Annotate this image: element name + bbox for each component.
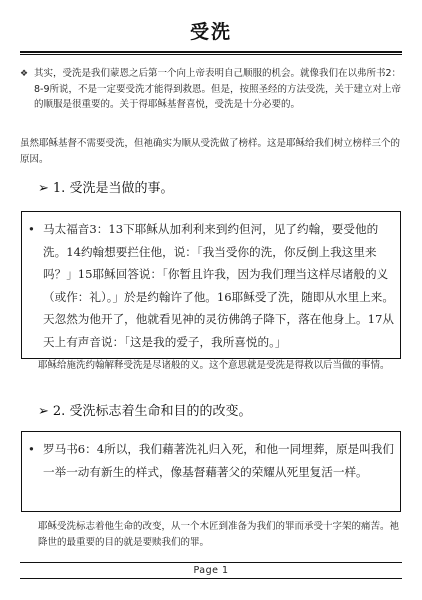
footer-rule-bottom <box>20 578 402 579</box>
section-1-heading <box>38 180 173 198</box>
title-rule <box>20 51 402 53</box>
section-2-heading <box>38 403 251 421</box>
scripture-2-text: 罗马书6：4所以，我们藉著洗礼归入死，和他一同埋葬，原是叫我们一举一动有新生的样式，像基督藉著父的荣耀从死里复活一样。 <box>43 442 394 479</box>
page-title: 受洗 <box>189 21 232 43</box>
section-2-explanation: 耶稣受洗标志着他生命的改变，从一个木匠到准备为我们的罪而承受十字架的痛苦。祂降世的最重要的目的就是要赎我们的罪。 <box>38 521 400 548</box>
bullet-dot-icon: • <box>28 222 35 236</box>
section-1-heading-text: 1. 受洗是当做的事。 <box>52 181 174 196</box>
footer-rule <box>20 562 402 563</box>
scripture-box-1 <box>21 211 401 359</box>
scripture-1-text: 马太福音3：13下耶稣从加利利来到约但河，见了约翰，要受他的洗。14约翰想要拦住他，说：「我当受你的洗，你反倒上我这里来吗？」15耶稣回答说：「你暂且许我，因为我们理当这样尽诸般的义（或作：礼）。」於是约翰许了他。16耶稣受了洗，随即从水里上来。天忽然为他开了，他就看见神的灵彷佛鸽子降下，落在他身上。17从天上有声音说：「这是我的爱子，我所喜悦的。」 <box>43 222 394 349</box>
page-number: Page 1 <box>193 565 229 576</box>
section-2-heading-text: 2. 受洗标志着生命和目的的改变。 <box>52 404 252 419</box>
title-rule-thin <box>20 54 402 55</box>
scripture-box-2 <box>21 431 401 512</box>
diamond-bullet-icon: ❖ <box>20 69 29 79</box>
intro-bullet-text: 其实，受洗是我们蒙恩之后第一个向上帝表明自己顺服的机会。就像我们在以弗所书2：8-9所说，不是一定要受洗才能得到救恩。但是，按照圣经的方法受洗，关于建立对上帝的顺服是很重要的。关于得耶稣基督喜悦，受洗是十分必要的。 <box>34 68 402 110</box>
arrow-icon: ➢ <box>38 181 49 196</box>
bullet-dot-icon: • <box>28 442 35 456</box>
intro-bullet <box>20 66 406 113</box>
arrow-icon: ➢ <box>38 404 49 419</box>
section-1-explanation: 耶稣给施洗约翰解释受洗是尽诸般的义。这个意思就是受洗是得救以后当做的事情。 <box>38 360 390 371</box>
intro-paragraph: 虽然耶稣基督不需要受洗，但祂确实为顺从受洗做了榜样。这是耶稣给我们树立榜样三个的原因。 <box>20 138 401 165</box>
